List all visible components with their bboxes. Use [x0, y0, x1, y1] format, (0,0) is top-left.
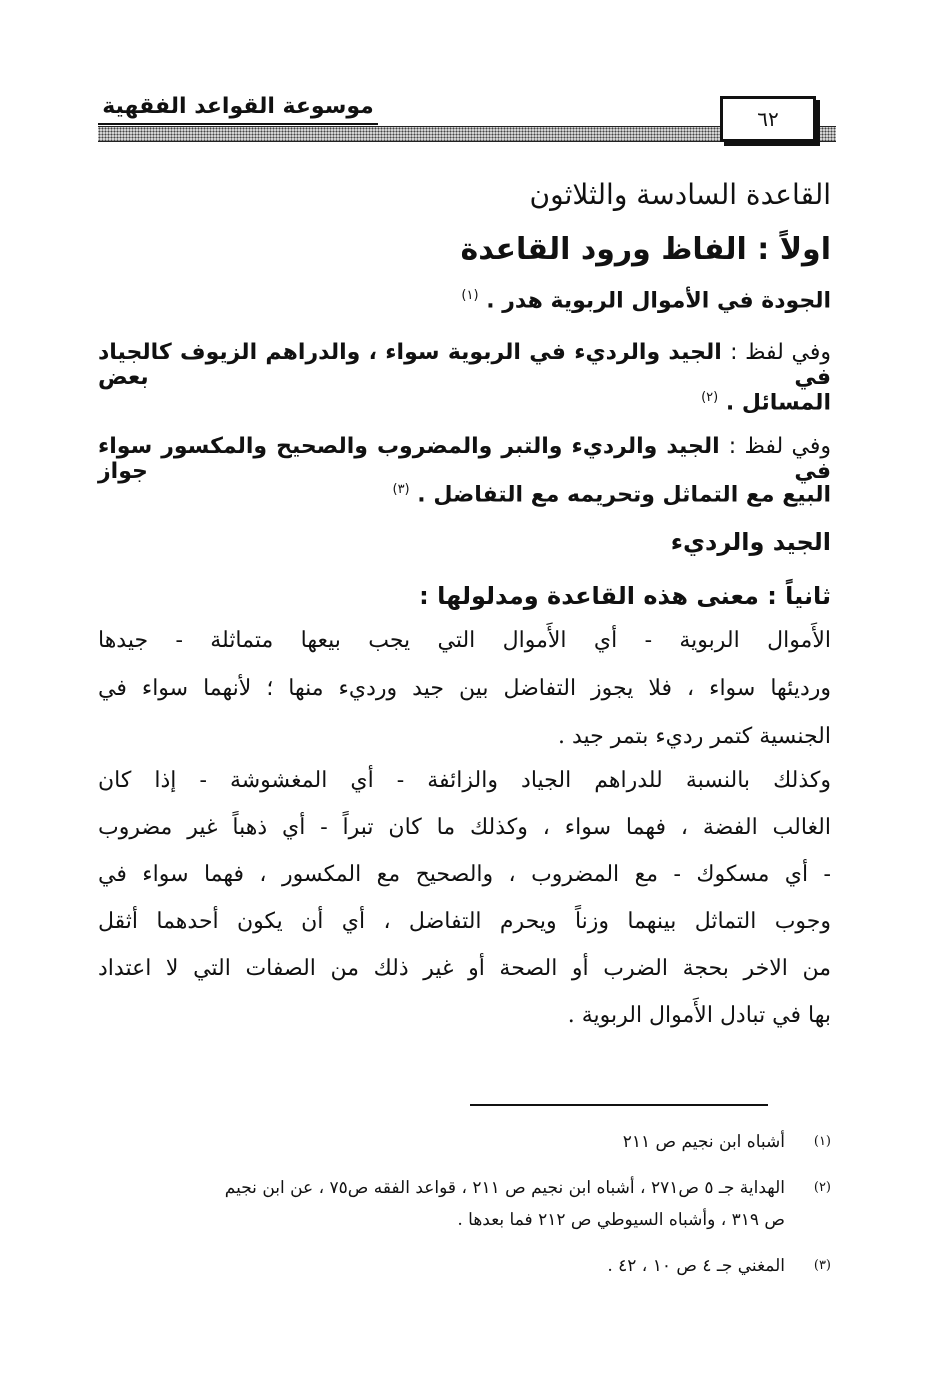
- footnote-ref-1: (١): [461, 288, 479, 303]
- book-title: موسوعة القواعد الفقهية: [98, 94, 378, 119]
- footnote-3-text: المغني جـ ٤ ص ١٠ ، ٤٢ .: [607, 1256, 785, 1276]
- footnote-ref-3: (٣): [392, 482, 410, 497]
- footnote-1-number: (١): [813, 1134, 831, 1149]
- para2-line1: وكذلك بالنسبة للدراهم الجياد والزائفة - أي المغشوشة - إذا كان: [98, 768, 831, 793]
- para2-line5: من الاخر بحجة الضرب أو الصحة أو غير ذلك من الصفات التي لا اعتداد: [98, 956, 831, 981]
- para2-line2: الغالب الفضة ، فهما سواء ، وكذلك ما كان تبراً - أي ذهباً غير مضروب: [98, 815, 831, 840]
- variant3-text-2: البيع مع التماثل وتحريمه مع التفاضل .: [417, 482, 831, 508]
- rule-main: [461, 288, 831, 313]
- para2-line3: - أي مسكوك - مع المضروب ، والصحيح مع المكسور ، فهما سواء في: [98, 862, 831, 887]
- footnote-3: [98, 1250, 831, 1282]
- footnote-ref-2: (٢): [701, 390, 719, 405]
- variant3-line1: [98, 434, 831, 484]
- para1-line1: الأَموال الربوية - أي الأَموال التي يجب بيعها متماثلة - جيدها: [98, 628, 831, 653]
- variant3-prefix: وفي لفظ :: [728, 434, 831, 459]
- variant2-line1: [98, 340, 831, 390]
- variant3-text-1: الجيد والرديء والتبر والمضروب والصحيح والمكسور سواء في جواز: [98, 434, 831, 484]
- variant2-line2: [701, 390, 831, 415]
- footnote-2-text-1: الهداية جـ ٥ ص٢٧١ ، أشباه ابن نجيم ص ٢١١ ، قواعد الفقه ص٧٥ ، عن ابن نجيم: [224, 1178, 785, 1198]
- footnote-3-number: (٣): [813, 1258, 831, 1273]
- para2-line6: بها في تبادل الأَموال الربوية .: [567, 1003, 831, 1028]
- variant2-prefix: وفي لفظ :: [730, 340, 831, 365]
- keyword-heading: الجيد والرديء: [670, 528, 831, 556]
- footnote-1: [98, 1126, 831, 1158]
- footnote-2-number: (٢): [813, 1180, 831, 1195]
- section-heading-2: ثانياً : معنى هذه القاعدة ومدلولها :: [419, 582, 831, 610]
- para1-line3: الجنسية كتمر رديء بتمر جيد .: [557, 724, 831, 749]
- footnote-2-text-2: ص ٣١٩ ، وأشباه السيوطي ص ٢١٢ فما بعدها .: [457, 1210, 785, 1230]
- rule-heading: القاعدة السادسة والثلاثون: [529, 178, 831, 211]
- para2-line4: وجوب التماثل بينهما وزناً ويحرم التفاضل ، أي أن يكون أحدهما أثقل: [98, 909, 831, 934]
- variant2-text-2: المسائل .: [725, 390, 831, 416]
- variant3-line2: [392, 482, 831, 507]
- footnote-1-text: أشباه ابن نجيم ص ٢١١: [622, 1132, 785, 1152]
- variant2-text-1: الجيد والرديء في الربوية سواء ، والدراهم الزيوف كالجياد في بعض: [98, 340, 831, 390]
- page-number: ٦٢: [720, 96, 816, 142]
- footnote-divider: [470, 1104, 768, 1106]
- rule-main-text: الجودة في الأموال الربوية هدر .: [486, 288, 831, 314]
- para1-line2: ورديئها سواء ، فلا يجوز التفاضل بين جيد ورديء منها ؛ لأنهما سواء في: [98, 676, 831, 701]
- footnote-2: [98, 1172, 831, 1236]
- section-heading-1: اولاً : الفاظ ورود القاعدة: [460, 232, 831, 267]
